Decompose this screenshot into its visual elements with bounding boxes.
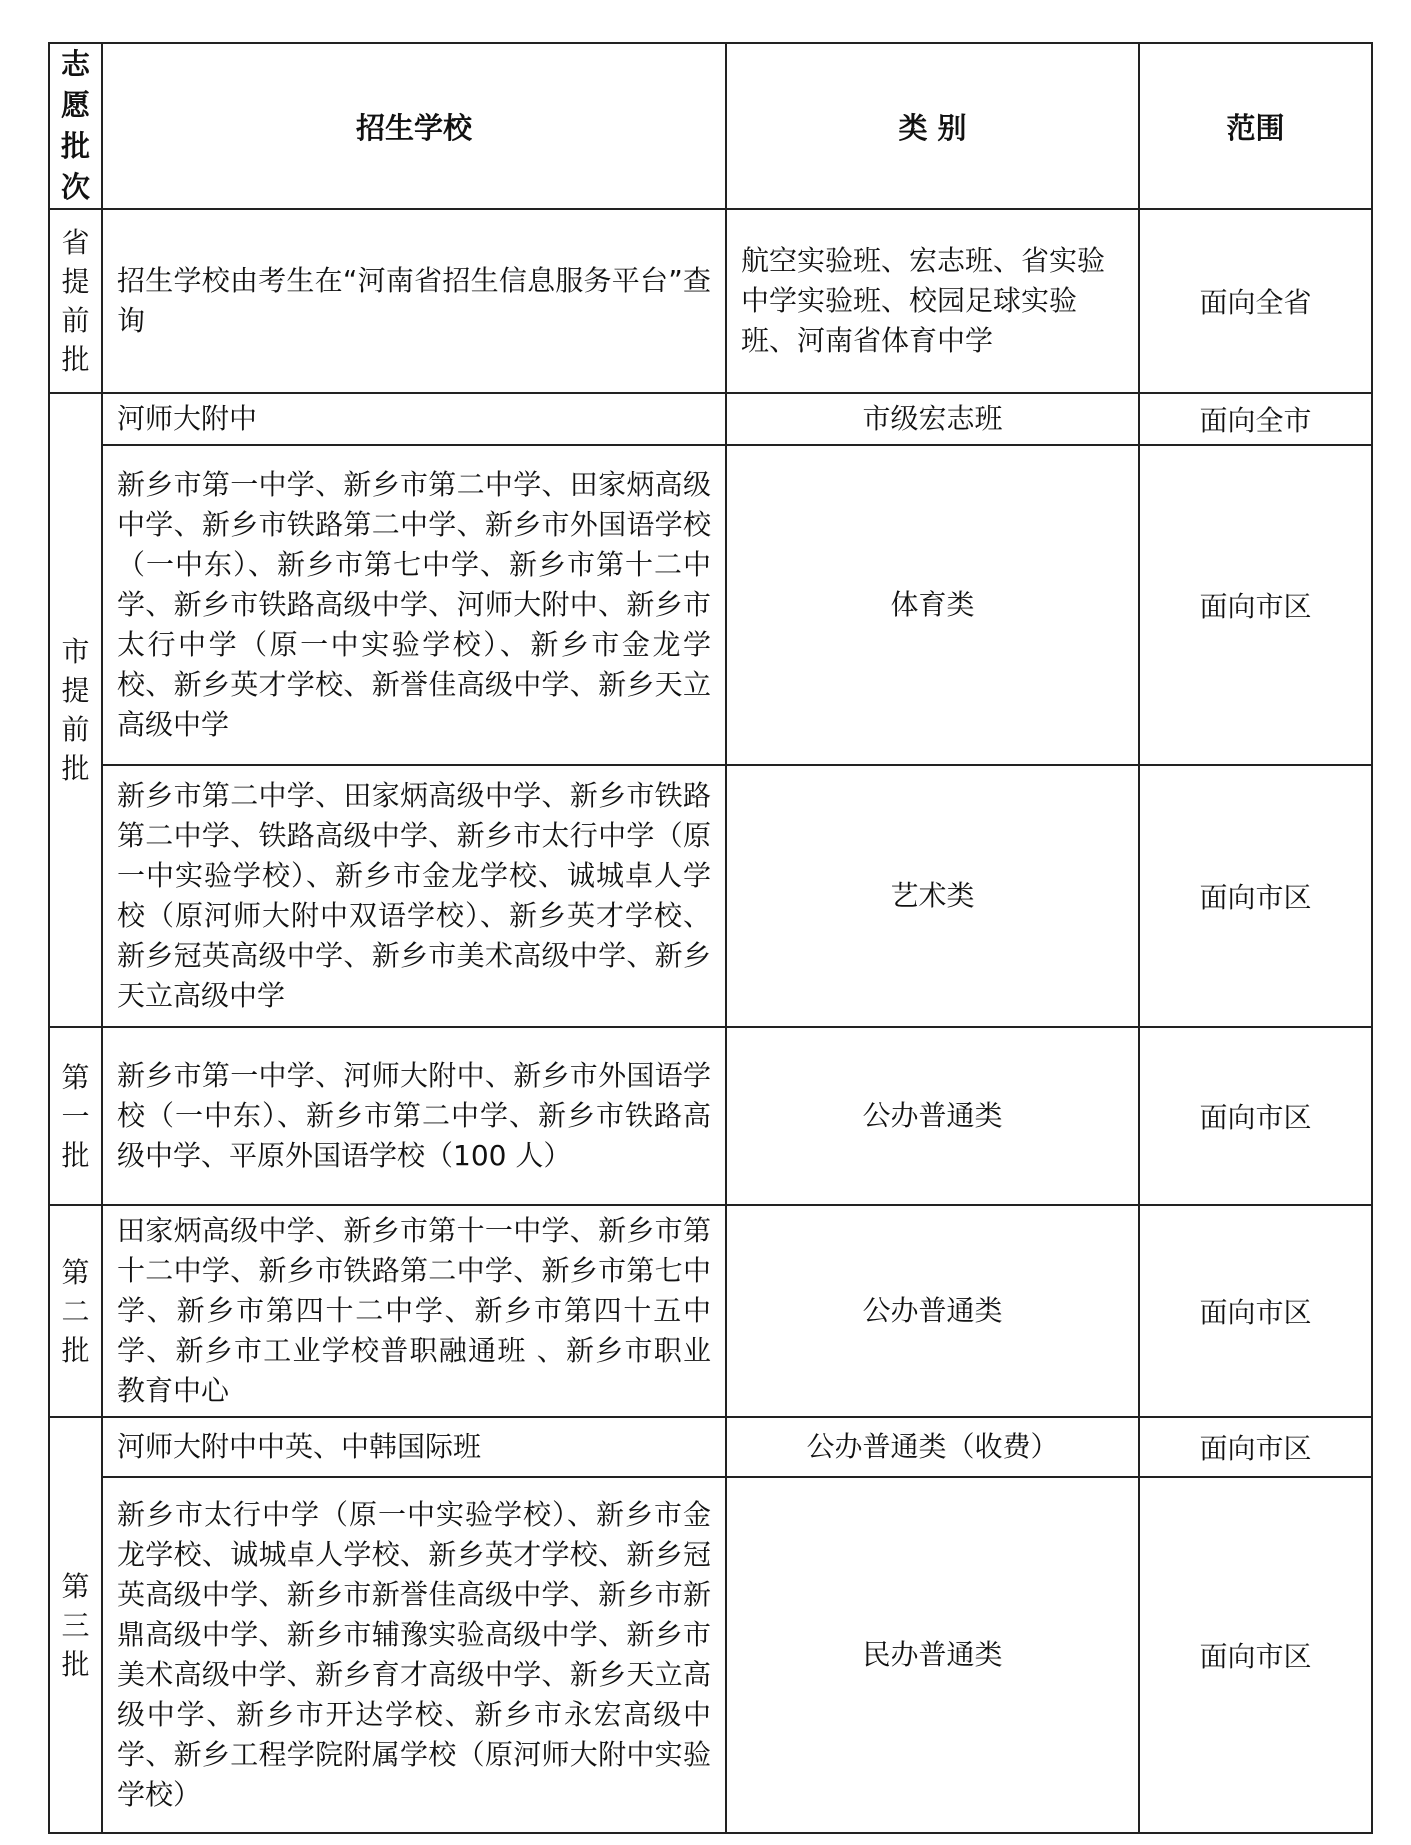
category-cell: 公办普通类（收费） [726, 1417, 1139, 1477]
table-row [49, 393, 1372, 445]
table-row [49, 765, 1372, 1027]
school-cell: 河师大附中 [102, 393, 726, 445]
batch-cell: 第二批 [49, 1205, 102, 1417]
header-category: 类 别 [726, 43, 1139, 209]
batch-cell: 省提前批 [49, 209, 102, 393]
category-cell: 体育类 [726, 445, 1139, 765]
table-row [49, 1027, 1372, 1205]
school-cell: 田家炳高级中学、新乡市第十一中学、新乡市第十二中学、新乡市铁路第二中学、新乡市第七中学、新乡市第四十二中学、新乡市第四十五中学、新乡市工业学校普职融通班 、新乡市职业教育中心 [102, 1205, 726, 1417]
scope-cell: 面向市区 [1139, 1205, 1372, 1417]
header-scope: 范围 [1139, 43, 1372, 209]
table-row [49, 1205, 1372, 1417]
category-cell: 艺术类 [726, 765, 1139, 1027]
school-cell: 新乡市第一中学、河师大附中、新乡市外国语学校（一中东）、新乡市第二中学、新乡市铁路高级中学、平原外国语学校（100 人） [102, 1027, 726, 1205]
school-cell: 招生学校由考生在“河南省招生信息服务平台”查询 [102, 209, 726, 393]
table-row [49, 1417, 1372, 1477]
school-cell: 河师大附中中英、中韩国际班 [102, 1417, 726, 1477]
scope-cell: 面向市区 [1139, 1477, 1372, 1833]
scope-cell: 面向全市 [1139, 393, 1372, 445]
table-row [49, 445, 1372, 765]
category-cell: 市级宏志班 [726, 393, 1139, 445]
header-batch: 志愿批次 [49, 43, 102, 209]
school-cell: 新乡市第一中学、新乡市第二中学、田家炳高级中学、新乡市铁路第二中学、新乡市外国语学校（一中东）、新乡市第七中学、新乡市第十二中学、新乡市铁路高级中学、河师大附中、新乡市太行中学（原一中实验学校）、新乡市金龙学校、新乡英才学校、新誉佳高级中学、新乡天立高级中学 [102, 445, 726, 765]
category-cell: 航空实验班、宏志班、省实验中学实验班、校园足球实验班、河南省体育中学 [726, 209, 1139, 393]
scope-cell: 面向市区 [1139, 445, 1372, 765]
school-cell: 新乡市第二中学、田家炳高级中学、新乡市铁路第二中学、铁路高级中学、新乡市太行中学（原一中实验学校）、新乡市金龙学校、诚城卓人学校（原河师大附中双语学校）、新乡英才学校、新乡冠英高级中学、新乡市美术高级中学、新乡天立高级中学 [102, 765, 726, 1027]
table-row [49, 1477, 1372, 1833]
scope-cell: 面向市区 [1139, 1027, 1372, 1205]
admission-table [48, 42, 1373, 1834]
scope-cell: 面向全省 [1139, 209, 1372, 393]
header-school: 招生学校 [102, 43, 726, 209]
table-row [49, 209, 1372, 393]
batch-cell: 市提前批 [49, 393, 102, 1027]
category-cell: 民办普通类 [726, 1477, 1139, 1833]
category-cell: 公办普通类 [726, 1027, 1139, 1205]
header-row [49, 43, 1372, 209]
batch-cell: 第三批 [49, 1417, 102, 1833]
batch-cell: 第一批 [49, 1027, 102, 1205]
scope-cell: 面向市区 [1139, 765, 1372, 1027]
category-cell: 公办普通类 [726, 1205, 1139, 1417]
scope-cell: 面向市区 [1139, 1417, 1372, 1477]
school-cell: 新乡市太行中学（原一中实验学校）、新乡市金龙学校、诚城卓人学校、新乡英才学校、新乡冠英高级中学、新乡市新誉佳高级中学、新乡市新鼎高级中学、新乡市辅豫实验高级中学、新乡市美术高级中学、新乡育才高级中学、新乡天立高级中学、新乡市开达学校、新乡市永宏高级中学、新乡工程学院附属学校（原河师大附中实验学校） [102, 1477, 726, 1833]
